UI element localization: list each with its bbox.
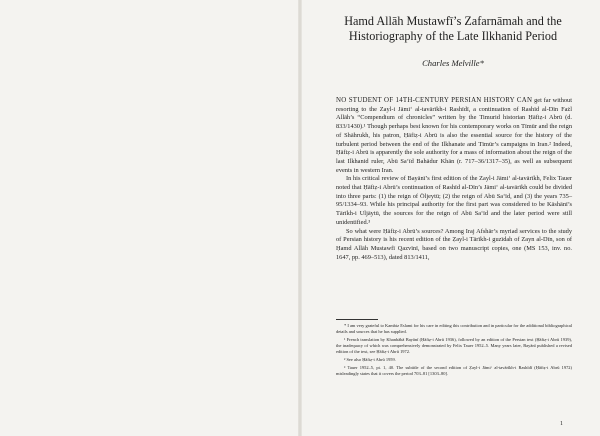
footnote-rule bbox=[336, 319, 378, 320]
footnote-2: ² See also Ḥāfiẓ-i Abrū 1959. bbox=[344, 357, 396, 363]
footnote-3: ³ Tauer 1952–5, pt. 1, 40. The subtitle of the second edition of Ẓayl-i Jāmi‘ al-tavārīkh-i Rashīdī (Ḥāfiẓ-i Abrū 1972) misleadingly states that it covers the period 703–81 [1303–80]. bbox=[336, 364, 572, 376]
lead-small-caps: NO STUDENT OF 14TH-CENTURY PERSIAN HISTORY CAN bbox=[336, 97, 533, 104]
paragraph-3: So what were Ḥāfiẓ-i Abrū’s sources? Among Iraj Afshār’s myriad services to the study of Persian history is his recent edition of the Ẓayl-i Tārīkh-i guzīdah of Zayn al-Dīn, son of Ḥamd Allāh Mustawfī Qazvīnī, based on two manuscript copies, one (MS 153, inv. no. 1647, pp. 469–513), dated 813/1411, bbox=[336, 227, 572, 261]
paragraph-1-text: get far without resorting to the Zayl-i Jāmi‘ al-tavārīkh-i Rashīdī, a continuation of Rashīd al-Dīn Fażl Allāh’s “Compendium of chronicles” written by the Timurid historian Ḥāfiẓ-i Abrū (d. 833/1430).¹ Though perhaps best known for his contemporary works on Tīmūr and the reign of Shāhrukh, his patron, Ḥāfiẓ-i Abrū is also the essential source for the history of the turbulent period between the end of the Ilkhanate and Tīmūr’s campaigns in Iran.² Indeed, Ḥāfiẓ-i Abrū is apparently the sole authority for a mass of information about the reign of the last Ilkhanid ruler, Abū Sa‘īd Bahādur Khān (r. 717–36/1317–35), as well as subsequent events in western Iran. bbox=[336, 97, 572, 174]
footnote-star: * I am very grateful to Kambiz Eslami for his care in editing this contribution and in particular for the additional bibliographical details and sources that he has supplied. bbox=[336, 323, 572, 335]
article-title: Hamd Allāh Mustawfī’s Zafarnāmah and the Historiography of the Late Ilkhanid Period bbox=[344, 14, 562, 43]
footnotes bbox=[336, 323, 572, 379]
left-blank-page bbox=[0, 0, 298, 436]
article-author: Charles Melville* bbox=[422, 58, 484, 68]
footnote-1: ¹ French translation by Khanbābā Bayānī (Ḥāfiẓ-i Abrū 1936), followed by an edition of the Persian text (Ḥāfiẓ-i Abrū 1939), the inadequacy of which was comprehensively demonstrated by Felix Tauer 1952–5. Many years later, Bayānī published a revised edition of the text, see Ḥāfiẓ-i Abrū 1972. bbox=[336, 336, 572, 355]
body-text bbox=[336, 97, 572, 262]
paragraph-1 bbox=[336, 97, 572, 175]
page-number: 1 bbox=[560, 421, 563, 427]
paragraph-2: In his critical review of Bayānī’s first edition of the Zayl-i Jāmi‘ al-tavārīkh, Felix Tauer noted that Ḥāfiẓ-i Abrū’s continuation of Rashīd al-Dīn’s Jāmi‘ al-tavārīkh could be divided into three parts: (1) the reign of Öljeytü; (2) the reign of Abū Sa‘īd, and (3) the years 735–95/1334–93. While his principal authority for the first part was considered to be Kāshānī’s Tārīkh-i Uljāytū, the sources for the reign of Abū Sa‘īd and the later period were still unidentified.³ bbox=[336, 175, 572, 226]
